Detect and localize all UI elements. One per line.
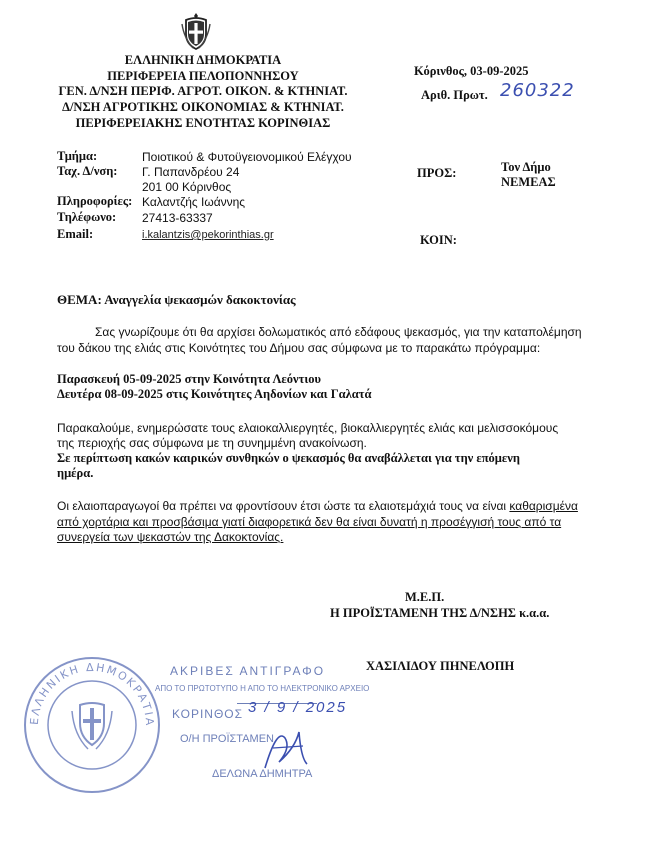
stamp-date-handwritten: 3 / 9 / 2025 [248,699,348,716]
seal-ring-text: ΕΛΛΗΝΙΚΗ ΔΗΜΟΚΡΑΤΙΑ [27,660,157,728]
weather-line-2: ημέρα. [57,466,94,480]
handwritten-signature [255,718,315,778]
header-line-4: Δ/ΝΣΗ ΑΓΡΟΤΙΚΗΣ ΟΙΚΟΝΟΜΙΑΣ & ΚΤΗΝΙΑΤ. [62,100,344,114]
producers-line-2: από χορτάρια και προσβάσιμα γιατί διαφορετικά δεν θα είναι δυνατή η προσέγγισή τους από τα [57,515,562,529]
signature-name: ΧΑΣΙΛΙΔΟΥ ΠΗΝΕΛΟΠΗ [366,659,515,673]
signature-title: Η ΠΡΟΪΣΤΑΜΕΝΗ ΤΗΣ Δ/ΝΣΗΣ κ.α.α. [330,606,550,620]
seal-emblem-icon [72,703,112,749]
coat-of-arms-emblem [181,12,211,50]
subject-line: ΘΕΜΑ: Αναγγελία ψεκασμών δακοκτονίας [57,292,296,307]
stamp-city: ΚΟΡΙΝΘΟΣ [172,707,244,721]
to-line-1: Τον Δήμο [501,160,551,174]
phone-label: Τηλέφωνο: [57,210,117,224]
official-seal-stamp [22,655,162,795]
protocol-label: Αριθ. Πρωτ. [421,88,488,102]
cc-label: ΚΟΙΝ: [420,233,457,247]
schedule-line-2: Δευτέρα 08-09-2025 στις Κοινότητες Αηδονίων και Γαλατά [57,387,372,401]
email-label: Email: [57,227,94,241]
dept-value: Ποιοτικού & Φυτοϋγειονομικού Ελέγχου [142,150,352,164]
stamp-certified-copy: ΑΚΡΙΒΕΣ ΑΝΤΙΓΡΑΦΟ [170,664,326,678]
stamp-role: Ο/Η ΠΡΟΪΣΤΑΜΕΝ [180,733,274,745]
dept-label: Τμήμα: [57,149,98,163]
schedule-line-1: Παρασκευή 05-09-2025 στην Κοινότητα Λεόντιου [57,372,321,386]
stamp-person: ΔΕΛΩΝΑ ΔΗΜΗΤΡΑ [212,768,313,780]
protocol-number: 260322 [500,80,575,101]
address-line-1: Γ. Παπανδρέου 24 [142,165,240,179]
date-line: Κόρινθος, 03-09-2025 [414,64,529,78]
producers-line-1-plain: Οι ελαιοπαραγωγοί θα πρέπει να φροντίσουν έτσι ώστε τα ελαιοτεμάχιά τους να είναι [57,499,510,513]
header-line-5: ΠΕΡΙΦΕΡΕΙΑΚΗΣ ΕΝΟΤΗΤΑΣ ΚΟΡΙΝΘΙΑΣ [75,116,331,130]
intro-line-1: Σας γνωρίζουμε ότι θα αρχίσει δολωματικός από εδάφους ψεκασμός, για την καταπολέμηση [95,325,582,339]
stamp-source-line: ΑΠΟ ΤΟ ΠΡΩΤΟΤΥΠΟ Η ΑΠΟ ΤΟ ΗΛΕΚΤΡΟΝΙΚΟ ΑΡΧΕΙΟ [155,684,370,693]
header-line-1: ΕΛΛΗΝΙΚΗ ΔΗΜΟΚΡΑΤΙΑ [124,53,282,67]
info-label: Πληροφορίες: [57,194,133,208]
producers-line-1 [57,499,578,514]
header-line-2: ΠΕΡΙΦΕΡΕΙΑ ΠΕΛΟΠΟΝΝΗΣΟΥ [107,69,299,83]
info-value: Καλαντζής Ιωάννης [142,195,246,209]
weather-line-1: Σε περίπτωση κακών καιρικών συνθηκών ο ψεκασμός θα αναβάλλεται για την επόμενη [57,451,520,465]
address-label: Ταχ. Δ/νση: [57,164,118,178]
producers-line-3: συνεργεία των ψεκαστών της Δακοκτονίας. [57,530,284,544]
producers-line-1-underlined: καθαρισμένα [509,499,578,513]
request-line-2: της περιοχής σας σύμφωνα με τη συνημμένη ανακοίνωση. [57,436,367,450]
email-link[interactable]: i.kalantzis@pekorinthias.gr [142,229,274,241]
to-label: ΠΡΟΣ: [417,166,457,180]
address-line-2: 201 00 Κόρινθος [142,180,232,194]
to-line-2: ΝΕΜΕΑΣ [501,175,556,189]
phone-value: 27413-63337 [142,211,213,225]
intro-line-2: του δάκου της ελιάς στις Κοινότητες του Δήμου σας σύμφωνα με το παρακάτω πρόγραμμα: [57,341,541,355]
signature-mep: Μ.Ε.Π. [405,590,445,604]
request-line-1: Παρακαλούμε, ενημερώσατε τους ελαιοκαλλιεργητές, βιοκαλλιεργητές ελιάς και μελισσοκόμους [57,421,559,435]
header-line-3: ΓΕΝ. Δ/ΝΣΗ ΠΕΡΙΦ. ΑΓΡΟΤ. ΟΙΚΟΝ. & ΚΤΗΝΙΑΤ. [58,84,348,98]
